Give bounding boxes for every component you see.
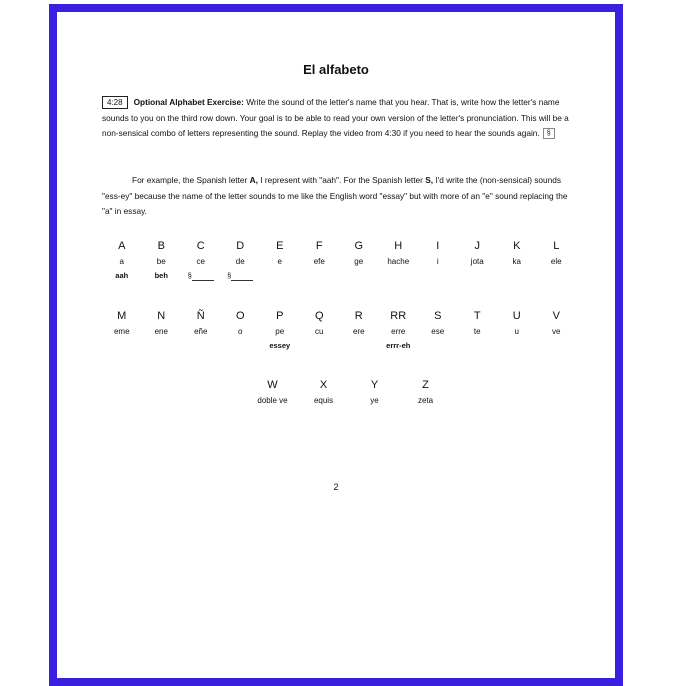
- example-paragraph: For example, the Spanish letter A, I represent with "aah". For the Spanish letter S, I'd write the (non-sensical) sounds "ess-ey" because the name of the letter sounds to me like the English word "essay" but with more of an "e" sound replacing the "a" in essay.: [102, 175, 568, 216]
- letter-sound: beh: [154, 271, 168, 280]
- alphabet-row-1: [102, 237, 576, 283]
- letter-name: erre: [391, 327, 406, 336]
- letter-sound: [418, 339, 458, 353]
- sound-symbol: §: [187, 271, 192, 280]
- page-frame: [49, 4, 623, 686]
- letter-column: [247, 376, 298, 422]
- letter-column: [260, 307, 300, 353]
- letter-name: ve: [552, 327, 561, 336]
- letter-column: [260, 237, 300, 283]
- letter-column: [142, 307, 182, 353]
- letter-name: doble ve: [257, 396, 288, 405]
- letter: D: [236, 240, 245, 252]
- letter-name: a: [119, 257, 124, 266]
- letter-name: o: [238, 327, 243, 336]
- letter-sound: [260, 269, 300, 283]
- letter: C: [196, 240, 205, 252]
- letter: X: [319, 379, 328, 391]
- letter: Y: [370, 379, 379, 391]
- letter-sound: [247, 408, 298, 422]
- letter-sound: [221, 339, 261, 353]
- letter-name: ene: [154, 327, 168, 336]
- letter-name: ye: [370, 396, 379, 405]
- letter-sound: [418, 269, 458, 283]
- letter: N: [157, 310, 166, 322]
- letter-name: eme: [113, 327, 130, 336]
- timestamp-box: 4:28: [102, 96, 128, 109]
- letter-column: [458, 237, 498, 283]
- letter: Z: [422, 379, 429, 391]
- letter-column: [418, 237, 458, 283]
- letter-sound: [339, 269, 379, 283]
- letter-name: de: [235, 257, 245, 266]
- letter-sound: [537, 339, 577, 353]
- letter-sound: [497, 339, 537, 353]
- letter-column: [400, 376, 451, 422]
- letter-sound: [379, 269, 419, 283]
- letter-sound: errr-eh: [386, 341, 411, 350]
- letter-column: [102, 237, 142, 283]
- letter-sound: [339, 339, 379, 353]
- letter: I: [436, 240, 440, 252]
- letter-name: i: [436, 257, 439, 266]
- letter-name: te: [473, 327, 481, 336]
- letter-column: [142, 237, 182, 283]
- letter-sound: [102, 339, 142, 353]
- exercise-instructions: [102, 95, 580, 142]
- letter-name: efe: [313, 257, 325, 266]
- letter: O: [235, 310, 245, 322]
- letter-sound: [142, 339, 182, 353]
- letter-column: [497, 307, 537, 353]
- letter-column: [349, 376, 400, 422]
- letter: G: [354, 240, 364, 252]
- page-number: 2: [333, 482, 339, 492]
- letter-sound: [181, 339, 221, 353]
- letter: T: [473, 310, 481, 322]
- letter-name: jota: [470, 257, 484, 266]
- sound-blank: [181, 269, 221, 283]
- letter: K: [513, 240, 521, 252]
- letter-sound: [298, 408, 349, 422]
- document-page: [57, 12, 615, 678]
- letter: Ñ: [196, 310, 205, 322]
- letter-sound: [497, 269, 537, 283]
- letter-column: [339, 237, 379, 283]
- letter: F: [315, 240, 323, 252]
- sound-blank: [221, 269, 261, 283]
- page-title: El alfabeto: [303, 62, 369, 77]
- letter-sound: [300, 269, 340, 283]
- alphabet-row-2: [102, 307, 576, 353]
- letter: L: [553, 240, 560, 252]
- letter-name: ere: [352, 327, 365, 336]
- letter: E: [276, 240, 284, 252]
- letter-name: ka: [512, 257, 521, 266]
- letter: H: [394, 240, 403, 252]
- letter-name: ge: [354, 257, 364, 266]
- letter-column: [537, 237, 577, 283]
- speaker-icon: §: [543, 128, 555, 139]
- alphabet-row-3: [247, 376, 451, 422]
- letter-sound: [537, 269, 577, 283]
- letter-sound: aah: [115, 271, 129, 280]
- letter: Q: [314, 310, 324, 322]
- letter: J: [474, 240, 480, 252]
- letter-column: [221, 307, 261, 353]
- letter-column: [379, 307, 419, 353]
- letter-sound: [400, 408, 451, 422]
- letter-sound: essey: [269, 341, 291, 350]
- letter-name: u: [514, 327, 519, 336]
- letter-column: [418, 307, 458, 353]
- letter-column: [102, 307, 142, 353]
- letter: S: [434, 310, 442, 322]
- letter-name: e: [277, 257, 282, 266]
- letter-column: [339, 307, 379, 353]
- letter-sound: [300, 339, 340, 353]
- letter-sound: [349, 408, 400, 422]
- letter-column: [300, 237, 340, 283]
- letter: R: [354, 310, 363, 322]
- letter: P: [276, 310, 284, 322]
- letter-name: be: [156, 257, 166, 266]
- letter-column: [181, 237, 221, 283]
- letter-column: [298, 376, 349, 422]
- letter: V: [552, 310, 560, 322]
- letter-sound: [458, 339, 498, 353]
- letter-name: zeta: [417, 396, 434, 405]
- letter-name: eñe: [194, 327, 208, 336]
- letter-column: [379, 237, 419, 283]
- letter-name: hache: [387, 257, 410, 266]
- letter-name: pe: [275, 327, 285, 336]
- letter: M: [117, 310, 127, 322]
- letter: RR: [390, 310, 407, 322]
- letter-sound: [458, 269, 498, 283]
- letter-name: cu: [315, 327, 324, 336]
- blank-line[interactable]: [231, 271, 253, 281]
- letter: W: [267, 379, 278, 391]
- letter-column: [497, 237, 537, 283]
- exercise-text: Write the sound of the letter's name that you hear. That is, write how the letter's name sounds to you on the third row down. Your goal is to be able to read your own version of the letter's pronunciation. This will be a non-sensical combo of letters representing the sound. Replay the video from 4:30 if you need to hear the sounds again.: [102, 97, 569, 138]
- letter-name: ele: [550, 257, 562, 266]
- letter-column: [537, 307, 577, 353]
- letter: B: [157, 240, 165, 252]
- letter-name: ce: [196, 257, 205, 266]
- letter: A: [118, 240, 126, 252]
- letter-column: [458, 307, 498, 353]
- letter-column: [221, 237, 261, 283]
- letter-name: ese: [431, 327, 445, 336]
- letter: U: [512, 310, 521, 322]
- sound-symbol: §: [227, 271, 232, 280]
- exercise-label: Optional Alphabet Exercise:: [133, 97, 244, 107]
- blank-line[interactable]: [192, 271, 214, 281]
- letter-column: [181, 307, 221, 353]
- letter-name: equis: [313, 396, 334, 405]
- letter-column: [300, 307, 340, 353]
